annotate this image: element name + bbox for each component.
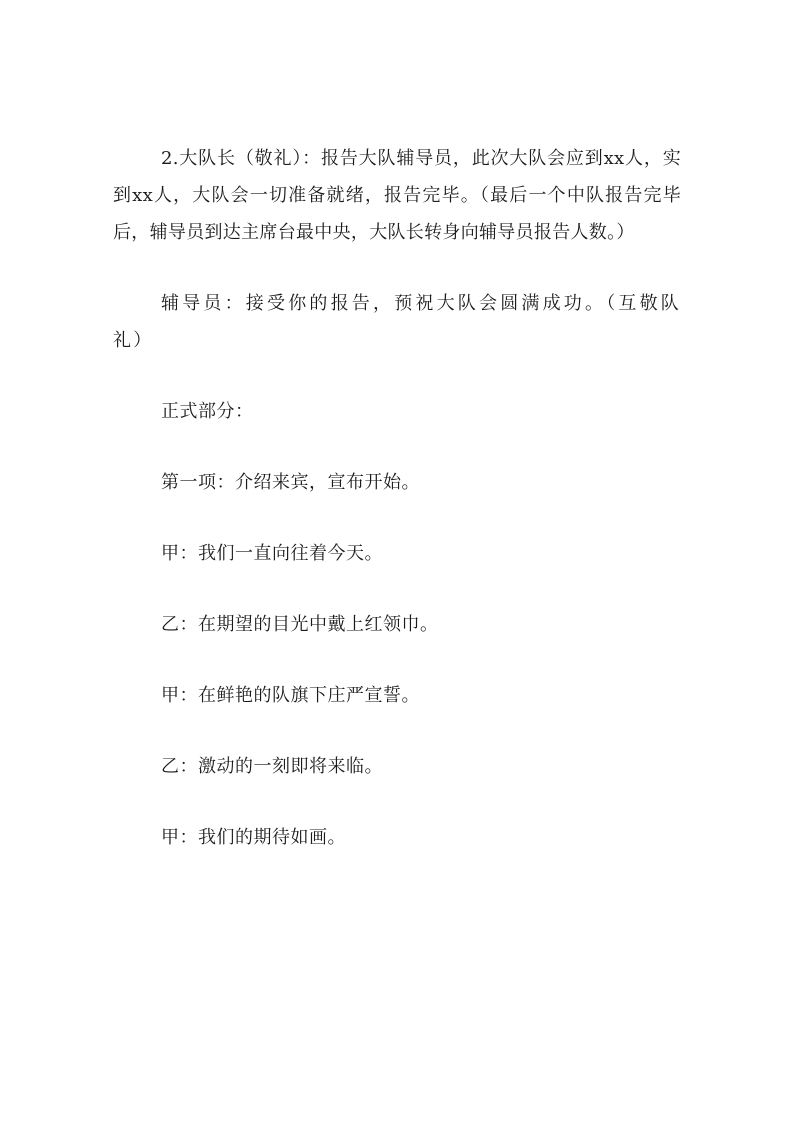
paragraph-counselor-reply: 辅导员：接受你的报告，预祝大队会圆满成功。（互敬队礼） xyxy=(113,293,681,351)
paragraph-line-jia-1: 甲：我们一直向往着今天。 xyxy=(161,543,383,564)
paragraph-report: 2.大队长（敬礼）：报告大队辅导员，此次大队会应到xx人，实到xx人，大队会一切准备就绪，报告完毕。（最后一个中队报告完毕后，辅导员到达主席台最中央，大队长转身向辅导员报告人数。） xyxy=(113,148,681,243)
document-body xyxy=(113,140,681,856)
paragraph-line-jia-2: 甲：在鲜艳的队旗下庄严宣誓。 xyxy=(161,685,420,706)
paragraph-line-yi-2: 乙：激动的一刻即将来临。 xyxy=(161,756,383,777)
paragraph-line-yi-1: 乙：在期望的目光中戴上红领巾。 xyxy=(161,614,439,635)
paragraph-line-jia-3: 甲：我们的期待如画。 xyxy=(161,827,346,848)
paragraph-formal-section: 正式部分： xyxy=(161,401,254,422)
paragraph-item-one: 第一项：介绍来宾，宣布开始。 xyxy=(161,472,420,493)
